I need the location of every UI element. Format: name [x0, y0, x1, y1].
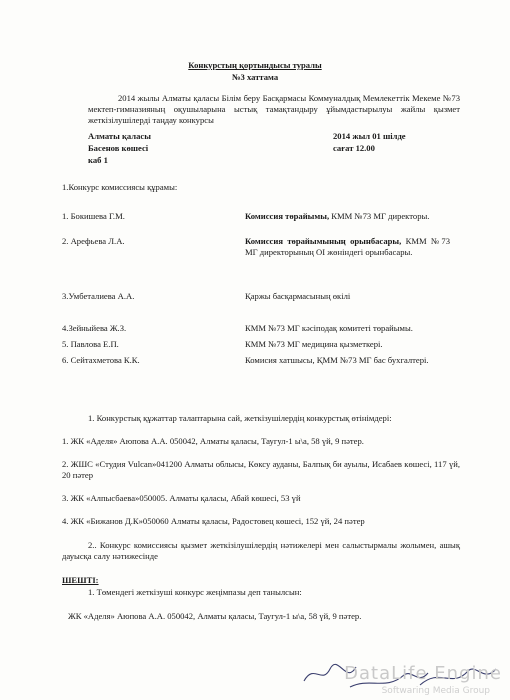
section-1-heading: 1. Конкурстық құжаттар талаптарына сай, жеткізушілердің конкурстық өтінімдері:	[88, 413, 392, 423]
member-name: 4.Зейныйева Ж.З.	[62, 323, 127, 333]
bidder-item: 2. ЖШС «Студия Vulcan»041200 Алматы облысы, Көксу ауданы, Балпық би ауылы, Исабаев көшесі, 117 үй, 20 пәтер	[62, 459, 460, 480]
decision-item: 1. Төмендегі жеткізуші конкурс жеңімпазы деп танылсын:	[88, 587, 302, 597]
member-name: 2. Арефьева Л.А.	[62, 236, 125, 246]
commission-heading: 1.Конкурс комиссиясы құрамы:	[62, 182, 178, 192]
place-room: каб 1	[88, 155, 108, 165]
member-role-title: Комиссия төрайымы,	[245, 211, 330, 221]
member-name: 5. Павлова Е.П.	[62, 339, 119, 349]
member-name: 6. Сейтахметова К.К.	[62, 355, 140, 365]
member-role: КММ №73 МГ медицина қызметкері.	[245, 339, 383, 349]
watermark-logo: DataLife Engine	[344, 663, 502, 684]
bidder-item: 3. ЖК «Алпысбаева»050005. Алматы қаласы, Абай көшесі, 53 үй	[62, 493, 301, 503]
member-role: Қаржы басқармасының өкілі	[245, 291, 351, 301]
decision-heading: ШЕШТІ:	[62, 575, 99, 585]
meeting-date: 2014 жыл 01 шілде	[333, 131, 406, 141]
member-name: 1. Бокишева Г.М.	[62, 211, 125, 221]
member-role: КММ №73 МГ кәсіподақ комитеті төрайымы.	[245, 323, 413, 333]
member-role-text: КММ №73 МГ директоры.	[329, 211, 430, 221]
winner-line: ЖК «Аделя» Аюпова А.А. 050042, Алматы қаласы, Таугул-1 ы\а, 58 үй, 9 пәтер.	[68, 611, 362, 621]
member-role	[245, 236, 450, 258]
intro-paragraph: 2014 жылы Алматы қаласы Білім беру Басқармасы Коммуналдық Мемлекеттік Мекеме №73 мектеп-гимназияның оқушыларына ыстық тамақтандыру ұйымдастырылуы жайлы қызмет жеткізілушілерді таңдау конкурсы	[88, 93, 460, 125]
meeting-time: сағат 12.00	[333, 143, 375, 153]
document-title: Конкурстың қортындысы туралы	[188, 60, 322, 70]
place-street: Басенов көшесі	[88, 143, 149, 153]
member-name: 3.Умбеталиева А.А.	[62, 291, 135, 301]
member-role	[245, 211, 450, 222]
watermark-subtitle: Softwaring Media Group	[381, 686, 490, 696]
document-number: №3 хаттама	[231, 72, 279, 82]
place-city: Алматы қаласы	[88, 131, 151, 141]
bidder-item: 4. ЖК «Бижанов Д.К»050060 Алматы қаласы, Радостовец көшесі, 152 үй, 24 пәтер	[62, 516, 365, 526]
member-role-title: Комиссия төрайымының орынбасары,	[245, 236, 402, 246]
section-2-paragraph: 2.. Конкурс комиссиясы қызмет жеткізілушілердің нәтижелері мен салыстырмалы жолымен, ашық дауысқа салу нәтижесінде	[62, 540, 460, 561]
member-role-text: КММ №73 МГ директорының ОІ жөніндегі орынбасары.	[245, 236, 451, 257]
bidder-item: 1. ЖК «Аделя» Аюпова А.А. 050042, Алматы қаласы, Таугул-1 ы\а, 58 үй, 9 пәтер.	[62, 436, 364, 446]
member-role: Комисия хатшысы, ҚММ №73 МГ бас бухгалтері.	[245, 355, 429, 365]
